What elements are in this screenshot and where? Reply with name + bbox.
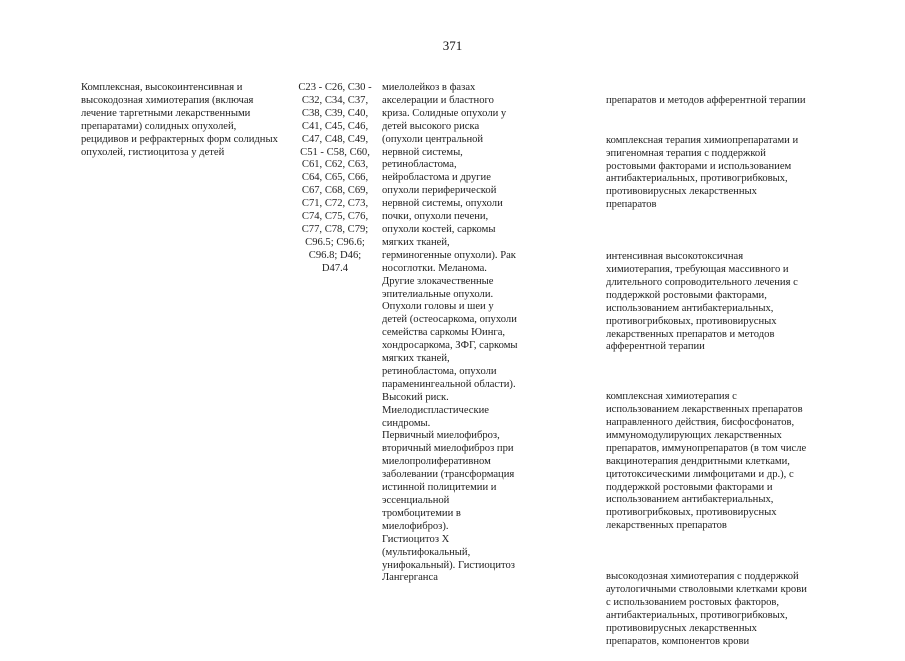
method-item: комплексная химиотерапия с использованием лекарственных препаратов направленного действия, бисфосфонатов, иммуномодулирующих лекарственных препаратов, иммунопрепаратов (в том числе вакцинотерапия дендритными клетками, цитотоксическими лимфоцитами и др.), с поддержкой ростовыми факторами и использованием антибактериальных, противогрибковых, противовирусных лекарственных препаратов — [606, 391, 807, 532]
method-item: высокодозная химиотерапия с поддержкой аутологичными стволовыми клетками крови с использованием ростовых факторов, антибактериальных, противогрибковых, противовирусных лекарственных препаратов, компонентов крови — [606, 571, 807, 647]
method-item: интенсивная высокотоксичная химиотерапия, требующая массивного и длительного сопроводительного лечения с поддержкой ростовыми факторами, использованием антибактериальных, противогрибковых, противовирусных лекарственных препаратов и методов афферентной терапии — [606, 251, 798, 353]
page-number: 371 — [442, 38, 463, 53]
methods-column — [606, 82, 831, 661]
treatment-column: Комплексная, высокоинтенсивная и высокодозная химиотерапия (включая лечение таргетными лекарственными препаратами) солидных опухолей, рецидивов и рефрактерных форм солидных опухолей, гистиоцитоза у детей — [81, 82, 278, 158]
method-item: препаратов и методов афферентной терапии — [606, 94, 806, 106]
diseases-column: миелолейкоз в фазах акселерации и бластного криза. Солидные опухоли у детей высокого риска (опухоли центральной нервной системы, ретинобластома, нейробластома и другие опухоли периферической нервной системы, опухоли почки, опухоли печени, опухоли костей, саркомы мягких тканей, герминогенные опухоли). Рак носоглотки. Меланома. Другие злокачественные эпителиальные опухоли. Опухоли головы и шеи у детей (остеосаркома, опухоли семейства саркомы Юинга, хондросаркома, ЗФГ, саркомы мягких тканей, ретинобластома, опухоли параменингеальной области). Высокий риск. Миелодиспластические синдромы. Первичный миелофиброз, вторичный миелофиброз при миелопролиферативном заболевании (трансформация истинной полицитемии и эссенциальной тромбоцитемии в миелофиброз). Гистиоцитоз Х (мультифокальный, унифокальный). Гистиоцитоз Лангерганса — [382, 82, 518, 584]
icd-codes-column: С23 - С26, С30 - С32, С34, С37, С38, С39, С40, С41, С45, С46, С47, С48, С49, С51 - С58, С60, С61, С62, С63, С64, С65, С66, С67, С68, С69, С71, С72, С73, С74, С75, С76, С77, С78, С79; С96.5; С96.6; С96.8; D46; D47.4 — [298, 82, 372, 274]
method-item: комплексная терапия химиопрепаратами и эпигеномная терапия с поддержкой ростовыми факторами и использованием антибактериальных, противогрибковых, противовирусных лекарственных препаратов — [606, 134, 799, 211]
